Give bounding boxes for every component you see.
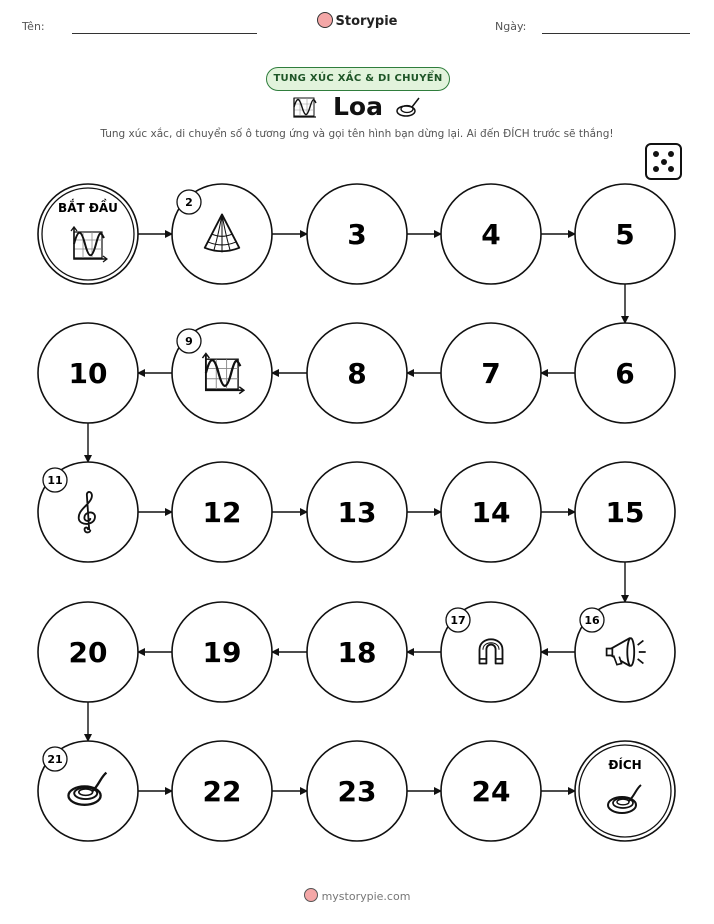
board-cell-16 <box>575 602 675 702</box>
date-label: Ngày: <box>495 20 527 33</box>
sine-wave-graph-icon <box>71 227 107 262</box>
board-cell-8 <box>307 323 407 423</box>
cell-number: 18 <box>337 636 377 669</box>
board-cell-14 <box>441 462 541 562</box>
board-cell-12 <box>172 462 272 562</box>
cell-number: 2 <box>185 196 193 209</box>
start-cell <box>38 184 138 284</box>
board-cell-21 <box>38 741 138 841</box>
cell-number: 20 <box>68 636 108 669</box>
cell-number: 23 <box>337 775 377 808</box>
cell-number: 16 <box>584 614 600 627</box>
footer-url[interactable]: mystorypie.com <box>321 890 411 903</box>
cell-number: 24 <box>471 775 511 808</box>
cell-number: 21 <box>47 753 63 766</box>
cell-number: 3 <box>347 218 367 251</box>
cell-number: 8 <box>347 357 367 390</box>
cell-number: 19 <box>202 636 242 669</box>
board-cell-15 <box>575 462 675 562</box>
board-cell-20 <box>38 602 138 702</box>
start-label: BẮT ĐẦU <box>58 201 118 215</box>
board-cell-10 <box>38 323 138 423</box>
board-cell-19 <box>172 602 272 702</box>
sine-wave-graph-icon <box>202 353 243 393</box>
board-cell-7 <box>441 323 541 423</box>
board-cell-24 <box>441 741 541 841</box>
cell-number: 14 <box>471 496 511 529</box>
board-cell-17 <box>441 602 541 702</box>
board-cell-18 <box>307 602 407 702</box>
board-cell-5 <box>575 184 675 284</box>
board-cell-9 <box>172 323 272 423</box>
cell-number: 6 <box>615 357 635 390</box>
brand-name: Storypie <box>335 14 398 29</box>
instructions: Tung xúc xắc, di chuyển số ô tương ứng và gọi tên hình bạn dừng lại. Ai đến ĐÍCH trước sẽ thắng! <box>100 128 614 140</box>
finish-cell <box>575 741 675 841</box>
cell-number: 4 <box>481 218 501 251</box>
cell-number: 9 <box>185 335 193 348</box>
board-cell-13 <box>307 462 407 562</box>
cell-number: 13 <box>337 496 377 529</box>
board-cell-22 <box>172 741 272 841</box>
board-cells <box>38 184 675 841</box>
footer <box>0 888 714 903</box>
cell-number: 11 <box>47 474 63 487</box>
cell-number: 10 <box>68 357 108 390</box>
board-cell-3 <box>307 184 407 284</box>
board-cell-6 <box>575 323 675 423</box>
cell-number: 15 <box>605 496 645 529</box>
cell-number: 17 <box>450 614 466 627</box>
cell-number: 7 <box>481 357 501 390</box>
board-cell-23 <box>307 741 407 841</box>
cell-number: 22 <box>202 775 242 808</box>
finish-label: ĐÍCH <box>608 758 642 772</box>
game-type-badge: TUNG XÚC XẮC & DI CHUYỂN <box>266 67 450 91</box>
name-label: Tên: <box>22 20 45 33</box>
board-cell-4 <box>441 184 541 284</box>
cell-number: 12 <box>202 496 242 529</box>
board-cell-11 <box>38 462 138 562</box>
page-title: Loa <box>333 92 383 121</box>
pig-mascot-icon <box>304 888 318 902</box>
board-cell-2 <box>172 184 272 284</box>
cell-number: 5 <box>615 218 635 251</box>
